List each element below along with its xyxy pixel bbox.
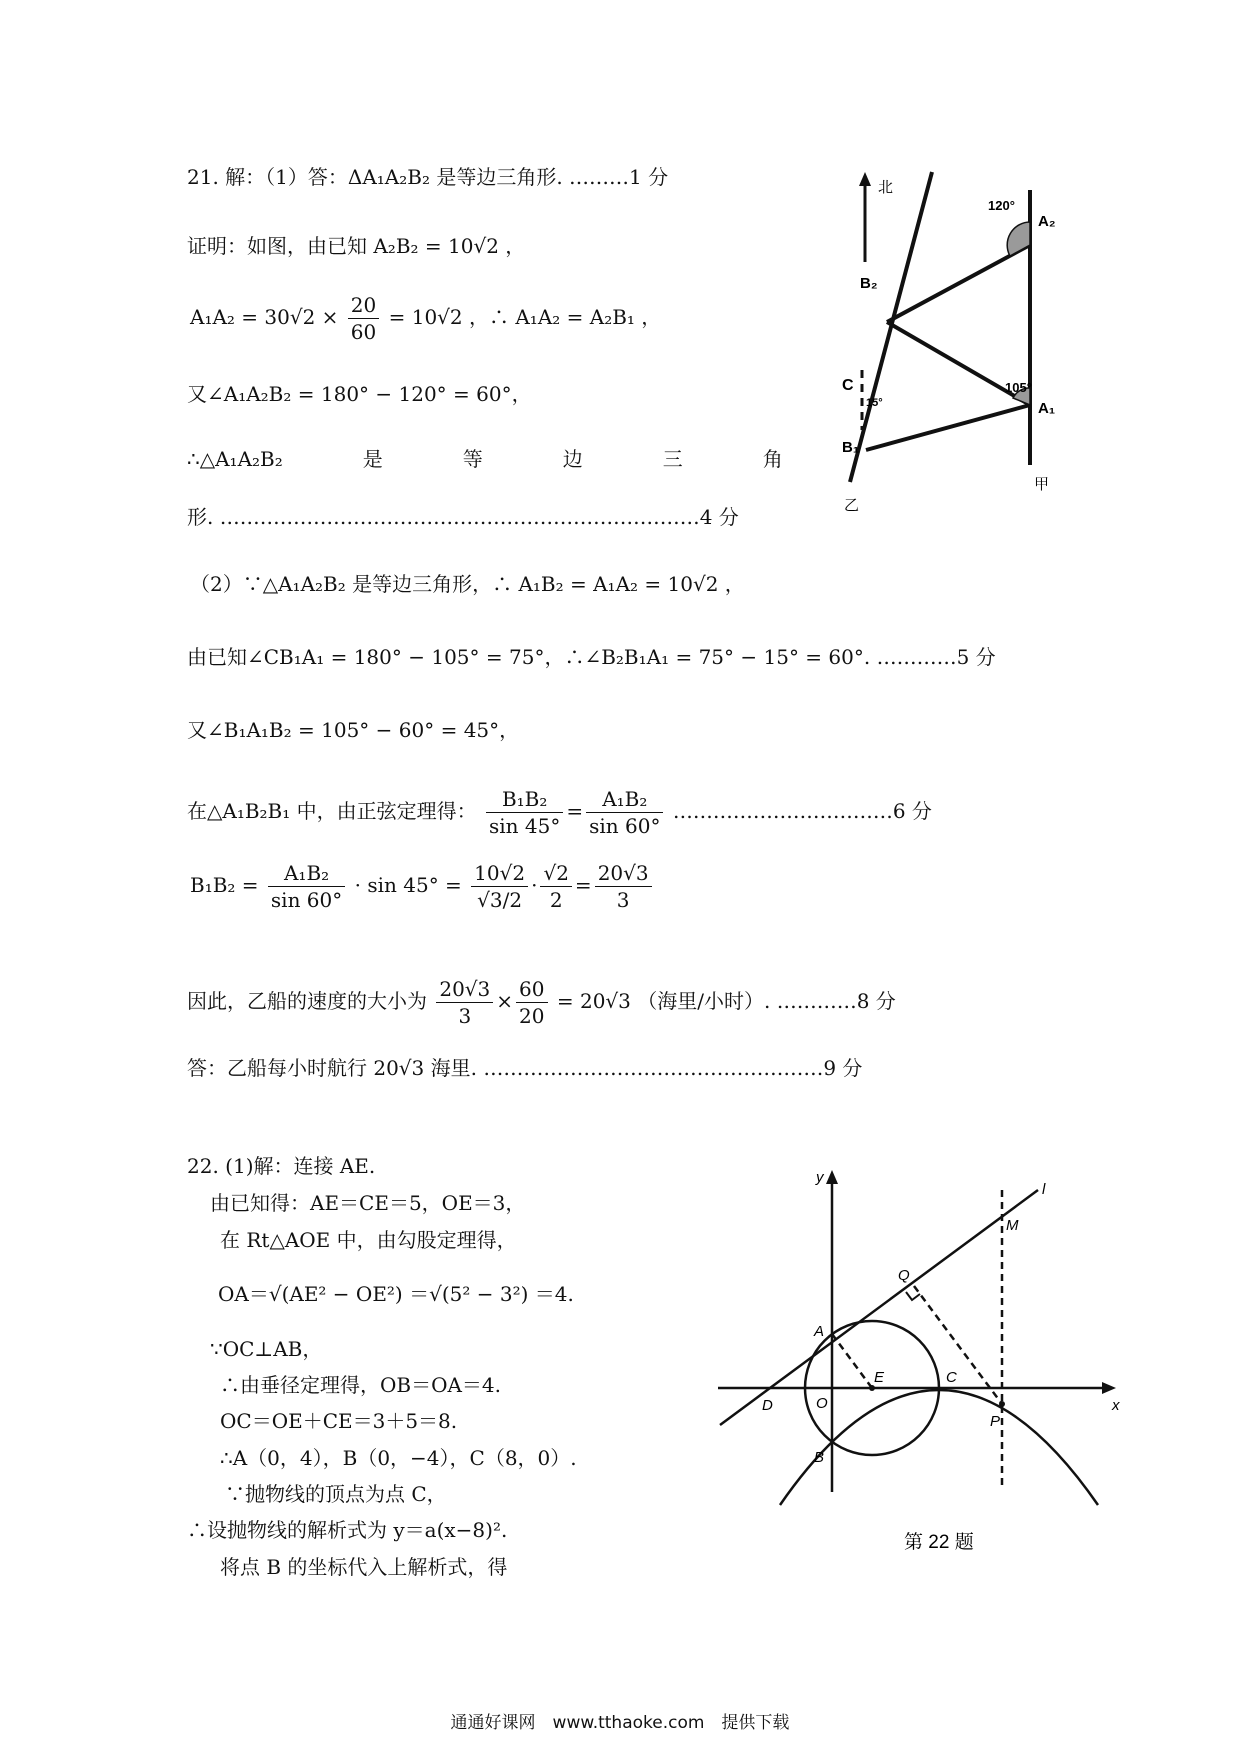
q21-line-12-tail: = 20√3 （海里/小时）. …………8 分 (556, 989, 896, 1013)
label-d: D (762, 1397, 773, 1414)
fraction-denominator: sin 45° (489, 814, 561, 838)
sine-rule-right (586, 786, 663, 839)
q21-line-8: 由已知∠CB₁A₁ = 180° − 105° = 75°，∴∠B₂B₁A₁ = 75° − 15° = 60°. …………5 分 (187, 645, 996, 669)
q21-line-10: 在△A₁B₂B₁ 中，由正弦定理得： $\frac{\text{B₁B₂}}{\sin 45^\circ}$ = $\frac{\text{A₁B₂}}{\sin 60^\circ}$ ……………………………6 分 (187, 787, 932, 838)
q22-line-4: OA＝√(AE² − OE²) ＝√(5² − 3²) ＝4. (218, 1282, 574, 1306)
q21-fraction-20-60 (348, 292, 379, 345)
fraction-20root3-over-3 (595, 860, 652, 913)
label-q: Q (898, 1267, 910, 1284)
label-a: A (814, 1323, 825, 1340)
point-p (999, 1401, 1005, 1407)
fraction-numerator: 20√3 (436, 976, 493, 1003)
x-axis-arrow (1102, 1382, 1116, 1394)
segment-a1-b1 (866, 405, 1030, 450)
parabola (780, 1390, 1098, 1505)
angle-105-label: 105° (1005, 380, 1032, 395)
q21-line-9: 又∠B₁A₁B₂ = 105° − 60° = 45°， (187, 718, 520, 742)
q21-line-13: 答：乙船每小时航行 20√3 海里. ……………………………………………9 分 (187, 1056, 863, 1080)
angle-15-label: 15° (866, 397, 883, 409)
sine-rule-left (486, 786, 563, 839)
q21-line-11-lead: B₁B₂ = (190, 873, 259, 897)
q22-line-1: 22. (1)解：连接 AE. (187, 1154, 376, 1178)
fraction-denominator: 60 (350, 320, 377, 344)
fraction-root2-over-2 (540, 860, 571, 913)
q21-line-3-tail: = 10√2 ，∴ A₁A₂ = A₂B₁ ， (388, 305, 662, 329)
label-y: y (816, 1169, 824, 1186)
label-c: C (946, 1369, 957, 1386)
label-c: C (842, 377, 854, 394)
fraction-a1b2-sin60 (268, 860, 345, 913)
fraction-denominator: sin 60° (589, 814, 661, 838)
fraction-denominator: 3 (458, 1004, 472, 1028)
fraction-speed-2 (516, 976, 547, 1029)
label-o: O (816, 1395, 828, 1412)
north-label: 北 (878, 179, 894, 196)
fraction-numerator: 20√3 (595, 860, 652, 887)
label-a1: A₁ (1038, 400, 1056, 417)
dashed-a-e (832, 1334, 872, 1388)
dashed-q-p (914, 1286, 1002, 1404)
label-x: x (1112, 1397, 1120, 1414)
q21-line-10-lead: 在△A₁B₂B₁ 中，由正弦定理得： (187, 799, 477, 823)
q21-line-10-score: ……………………………6 分 (672, 799, 932, 823)
q22-line-8: ∴A（0，4），B（0，−4），C（8，0）. (220, 1446, 577, 1470)
label-yi: 乙 (844, 497, 860, 514)
fraction-10root2-over-root3-2 (471, 860, 528, 913)
q22-line-3: 在 Rt△AOE 中，由勾股定理得， (220, 1228, 517, 1252)
fraction-denominator: 2 (549, 888, 563, 912)
q21-line-5: ∴△A₁A₂B₂ 是 等 边 三 角 (187, 447, 783, 471)
right-angle-q (906, 1292, 920, 1300)
q21-line-4: 又∠A₁A₂B₂ = 180° − 120° = 60°， (187, 382, 532, 406)
q21-line-11-mid: · sin 45° = (354, 873, 462, 897)
q21-line-2: 证明：如图，由已知 A₂B₂ = 10√2 ， (187, 234, 526, 258)
q21-line-12-lead: 因此，乙船的速度的大小为 (187, 989, 427, 1013)
y-axis-arrow (826, 1170, 838, 1184)
q21-line-3 (190, 292, 661, 345)
q22-line-10: ∴设抛物线的解析式为 y＝a(x−8)². (187, 1518, 508, 1542)
label-p: P (990, 1413, 1001, 1430)
fraction-speed-1 (436, 976, 493, 1029)
q21-line-6: 形. ………………………………………………………………4 分 (187, 505, 739, 529)
q22-line-2: 由已知得：AE＝CE＝5，OE＝3， (210, 1191, 526, 1215)
angle-120-mark (1007, 222, 1030, 256)
fraction-numerator: A₁B₂ (268, 860, 345, 887)
fraction-numerator: B₁B₂ (486, 786, 563, 813)
page-footer: 通通好课网 www.tthaoke.com 提供下载 (450, 1713, 790, 1733)
q22-line-5: ∵OC⊥AB， (210, 1337, 323, 1361)
figure-21-ship-diagram (830, 160, 1090, 520)
label-b: B (814, 1449, 825, 1466)
q22-line-11: 将点 B 的坐标代入上解析式，得 (220, 1555, 508, 1579)
q21-line-1: 21. 解：（1）答：ΔA₁A₂B₂ 是等边三角形. ………1 分 (187, 165, 669, 189)
line-l (720, 1190, 1038, 1425)
q22-line-7: OC＝OE＋CE＝3＋5＝8. (220, 1409, 458, 1433)
label-b1: B₁ (842, 439, 860, 456)
angle-120-label: 120° (988, 198, 1015, 213)
fraction-numerator: A₁B₂ (586, 786, 663, 813)
label-b2: B₂ (860, 275, 878, 292)
label-e: E (874, 1369, 885, 1386)
figure-22-circle-parabola (710, 1160, 1130, 1560)
fraction-numerator: √2 (540, 860, 571, 887)
fraction-denominator: 3 (616, 888, 630, 912)
q21-line-12: 因此，乙船的速度的大小为 $\frac{20√3}{3}$ × $\frac{60}{20}$ = 20√3 （海里/小时）. …………8 分 (187, 977, 896, 1028)
figure-22-caption: 第 22 题 (904, 1532, 974, 1553)
label-jia: 甲 (1034, 476, 1050, 493)
fraction-numerator: 20 (348, 292, 379, 319)
fraction-numerator: 60 (516, 976, 547, 1003)
q21-line-3-lead: A₁A₂ = 30√2 × (190, 305, 339, 329)
label-m: M (1006, 1217, 1019, 1234)
fraction-denominator: 20 (519, 1004, 545, 1028)
label-a2: A₂ (1038, 213, 1056, 230)
q22-line-9: ∵抛物线的顶点为点 C， (225, 1482, 447, 1506)
label-l: l (1042, 1181, 1046, 1198)
q21-line-11: B₁B₂ = $\frac{\text{A₁B₂}}{\sin 60^\circ}$ · sin 45° = $\frac{10√2}{√3/2}$ · $\frac{√2}{2}$ = $\frac{20√3}{3}$ (190, 860, 655, 913)
fraction-denominator: sin 60° (270, 888, 343, 912)
fraction-numerator: 10√2 (471, 860, 528, 887)
q22-line-6: ∴由垂径定理得，OB＝OA＝4. (220, 1373, 502, 1397)
north-arrow-head (859, 172, 871, 186)
fraction-denominator: √3/2 (477, 888, 523, 912)
q21-line-7: （2）∵△A₁A₂B₂ 是等边三角形，∴ A₁B₂ = A₁A₂ = 10√2 ， (190, 572, 745, 596)
